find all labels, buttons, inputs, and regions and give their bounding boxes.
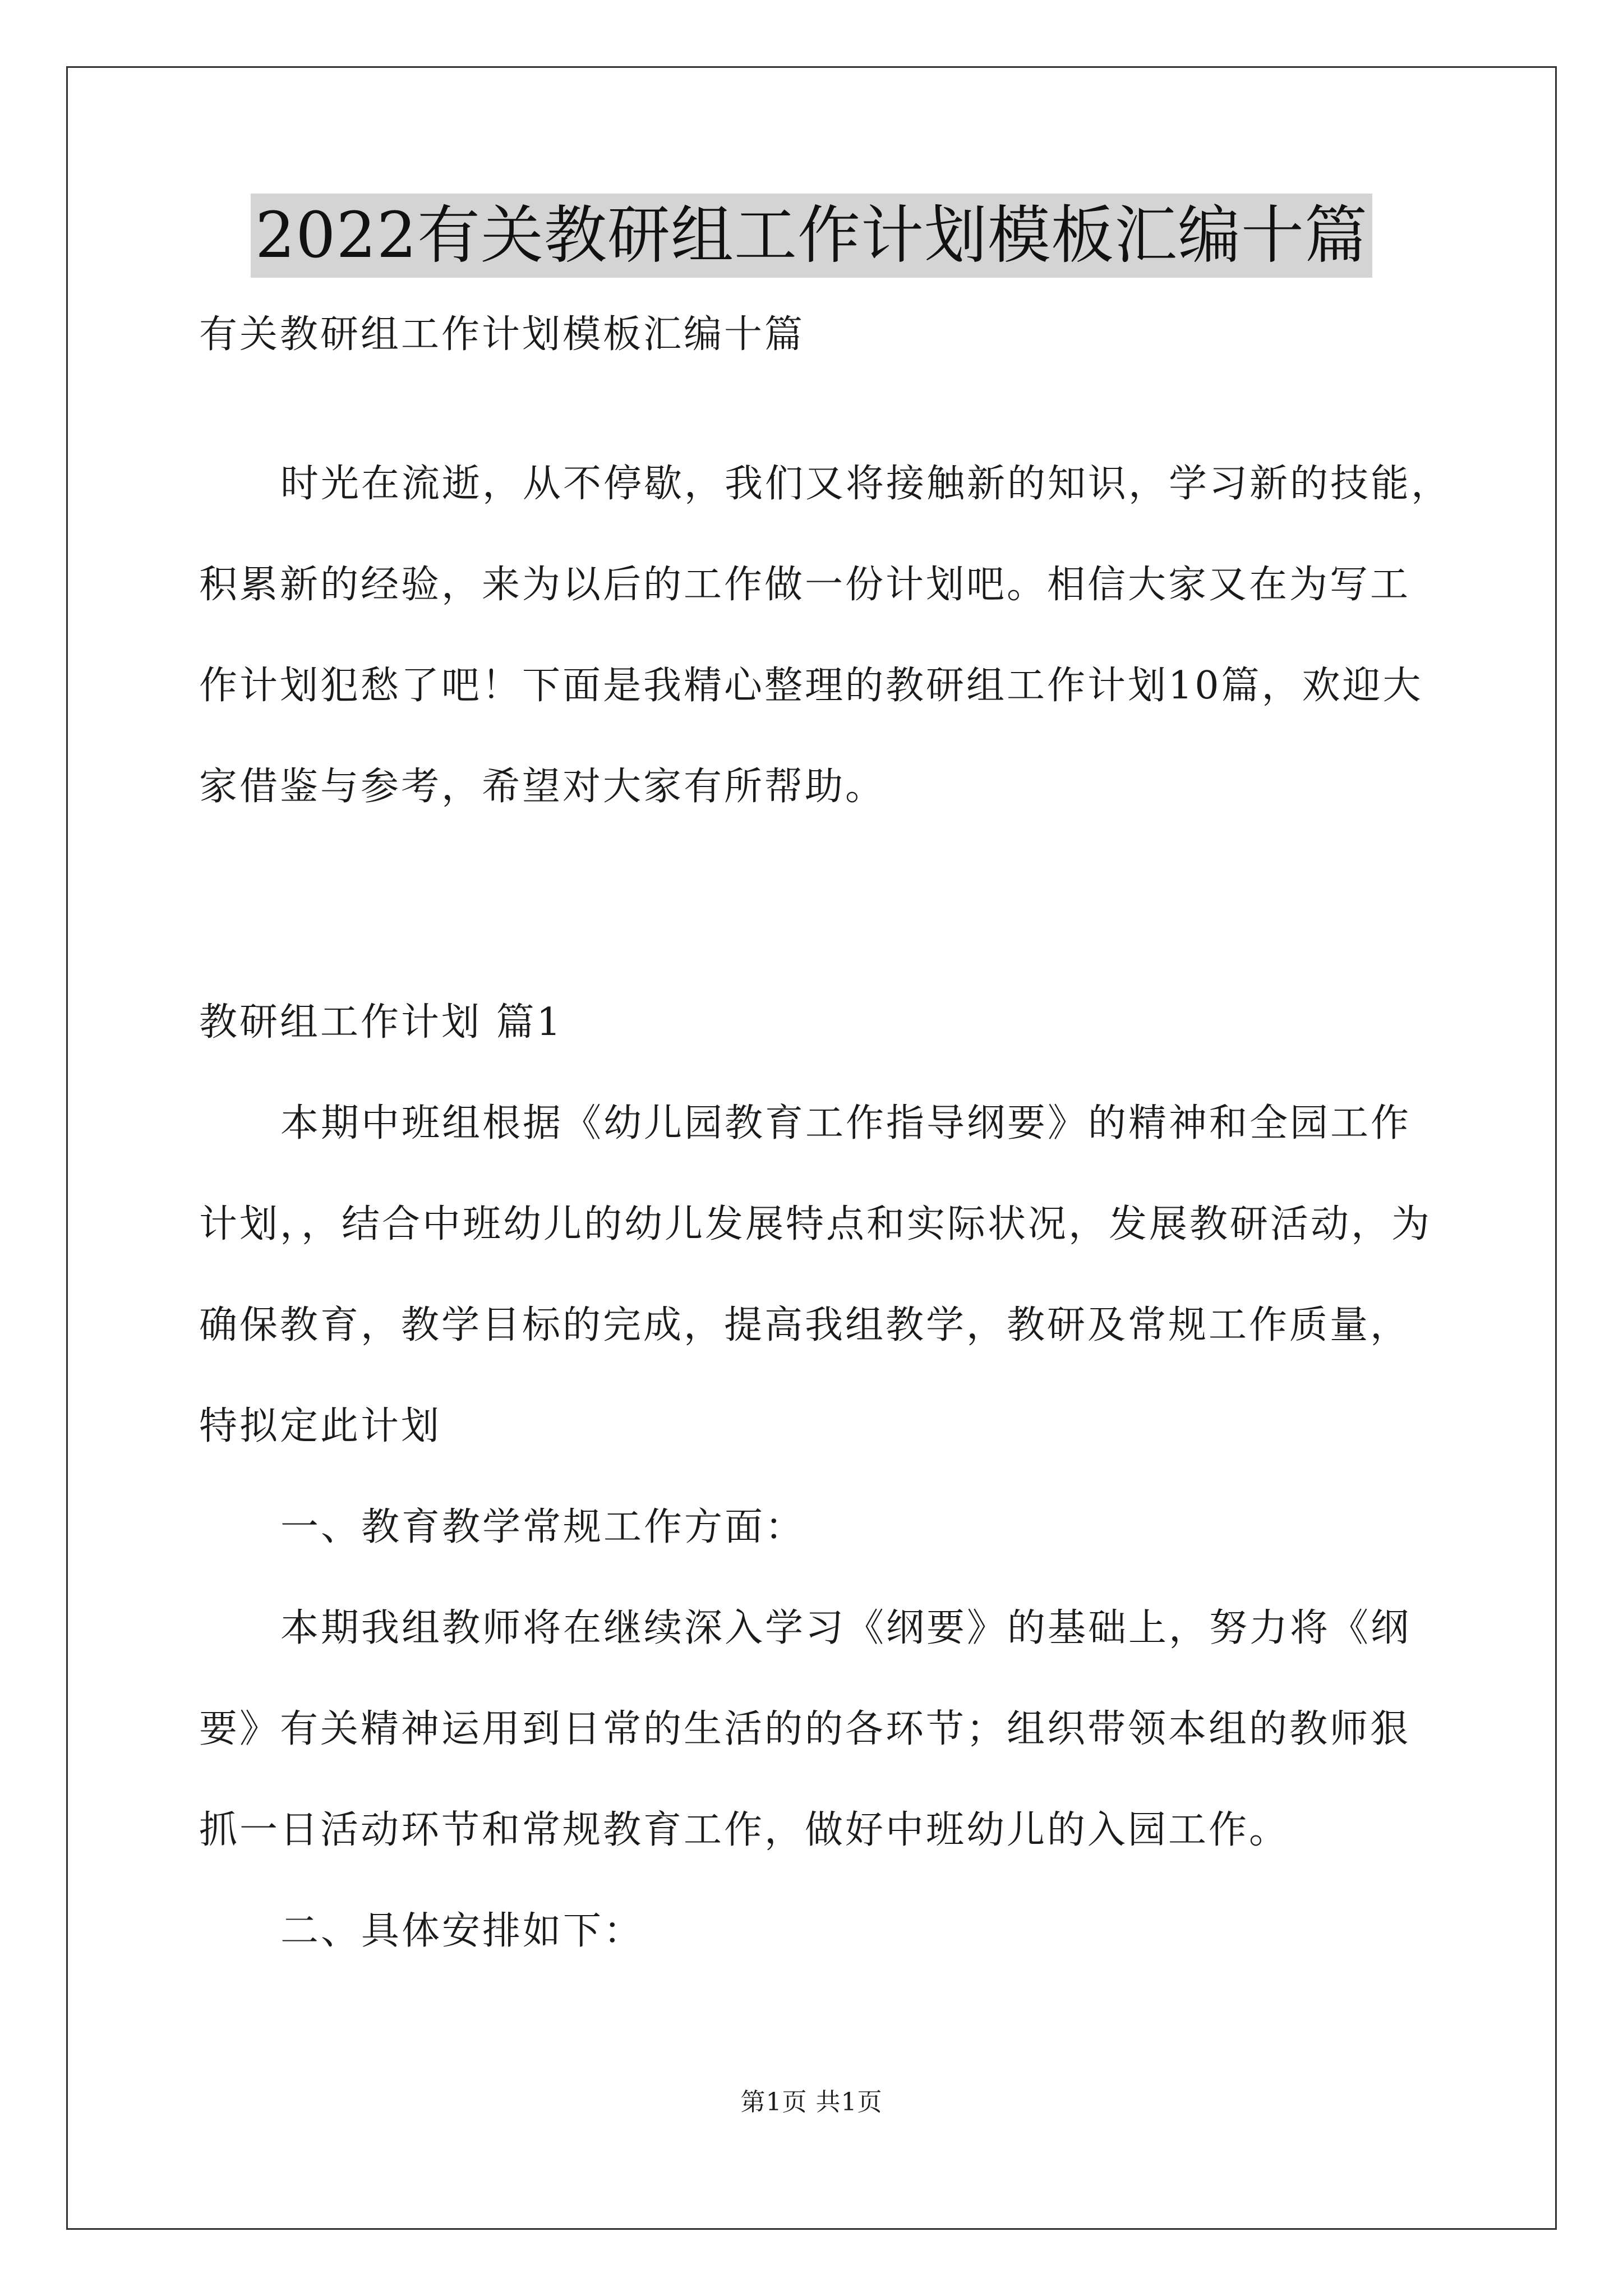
subheading-arrangement: 二、具体安排如下：	[280, 1909, 644, 1953]
title-wrapper	[0, 194, 1623, 278]
paragraph-line: 本期我组教师将在继续深入学习《纲要》的基础上，努力将《纲	[280, 1606, 1412, 1650]
subheading-education: 一、教育教学常规工作方面：	[280, 1505, 806, 1549]
intro-line: 作计划犯愁了吧！下面是我精心整理的教研组工作计划10篇，欢迎大	[199, 664, 1423, 708]
section-line: 确保教育，教学目标的完成，提高我组教学，教研及常规工作质量，	[199, 1303, 1411, 1347]
paragraph-line: 抓一日活动环节和常规教育工作，做好中班幼儿的入园工作。	[199, 1808, 1290, 1852]
document-title: 2022有关教研组工作计划模板汇编十篇	[251, 194, 1372, 278]
section-line: 特拟定此计划	[199, 1404, 442, 1448]
section-line: 本期中班组根据《幼儿园教育工作指导纲要》的精神和全园工作	[280, 1101, 1412, 1145]
intro-line: 家借鉴与参考，希望对大家有所帮助。	[199, 765, 886, 809]
intro-line: 积累新的经验，来为以后的工作做一份计划吧。相信大家又在为写工	[199, 563, 1411, 607]
document-subtitle: 有关教研组工作计划模板汇编十篇	[199, 312, 805, 357]
section-heading: 教研组工作计划 篇1	[199, 1000, 563, 1045]
page-footer: 第1页 共1页	[740, 2088, 883, 2116]
intro-line: 时光在流逝，从不停歇，我们又将接触新的知识，学习新的技能，	[280, 462, 1452, 506]
section-line: 计划，，结合中班幼儿的幼儿发展特点和实际状况，发展教研活动，为	[199, 1202, 1432, 1246]
paragraph-line: 要》有关精神运用到日常的生活的的各环节；组织带领本组的教师狠	[199, 1707, 1411, 1751]
